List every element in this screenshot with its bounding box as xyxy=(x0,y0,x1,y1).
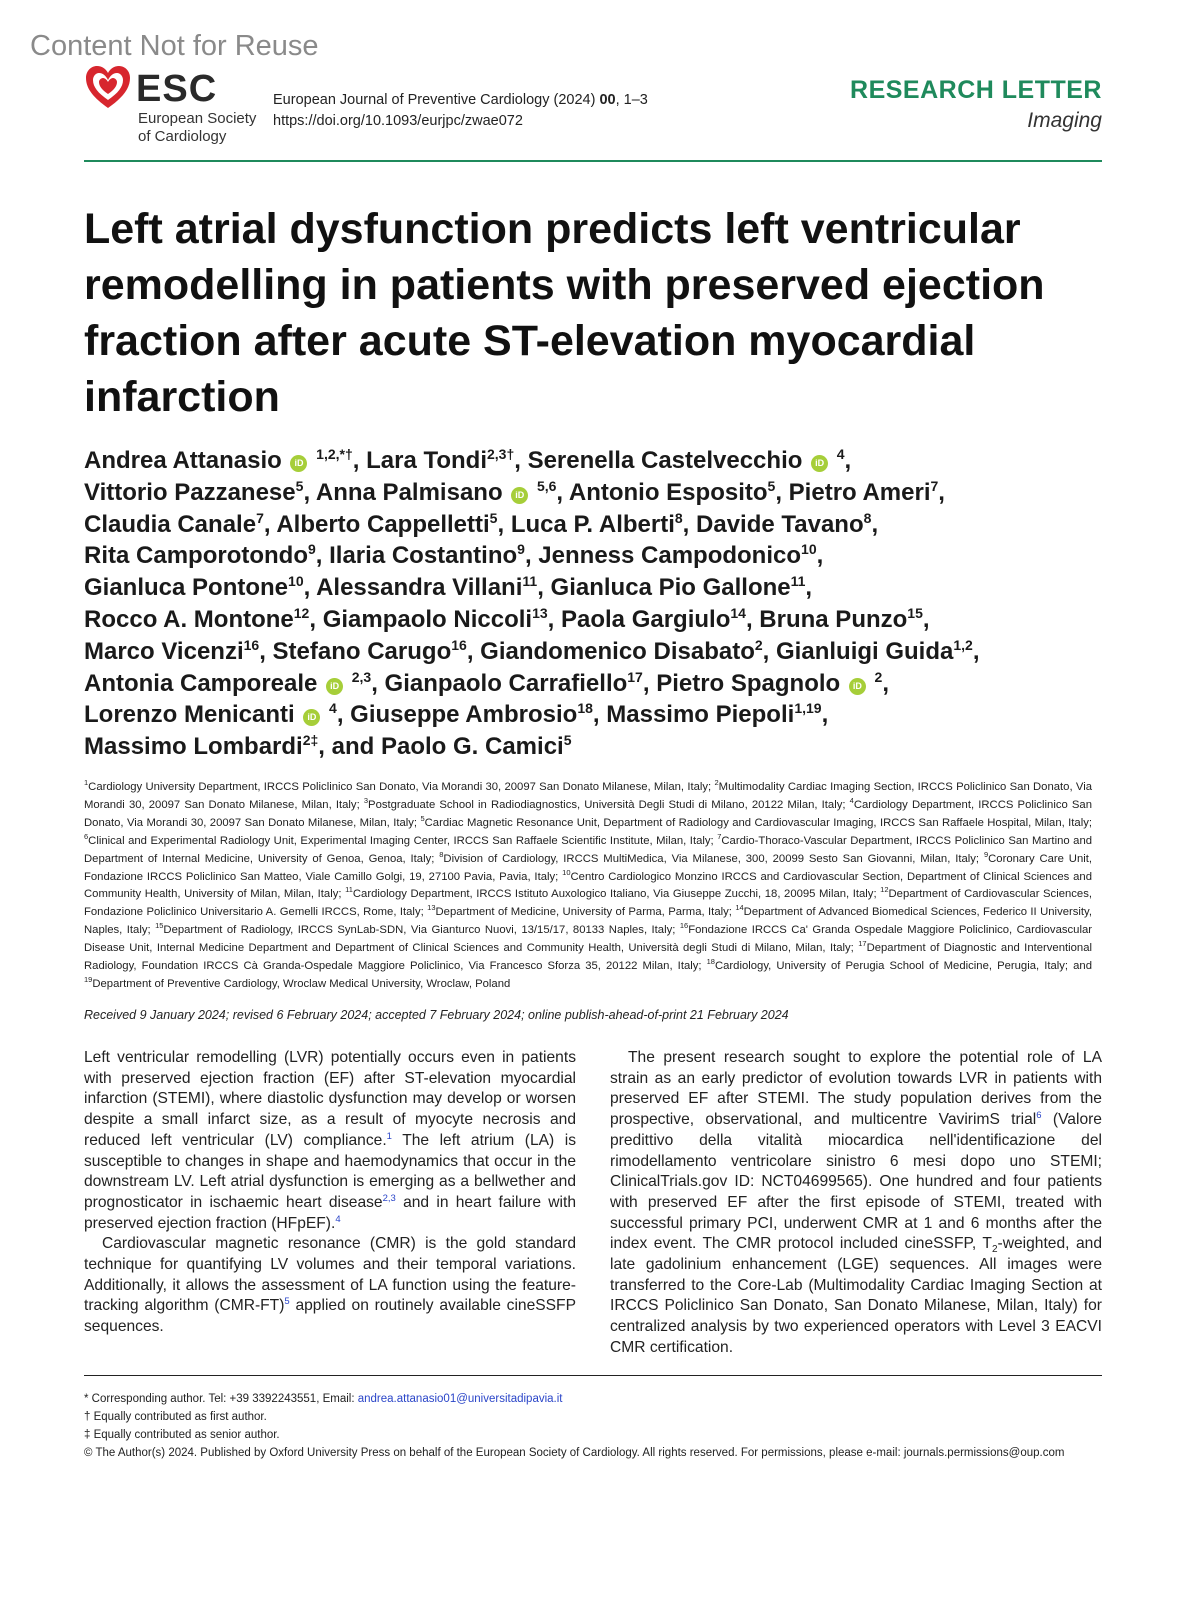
article-type-label: RESEARCH LETTER xyxy=(850,76,1102,104)
author-name: Gianluca Pio Gallone xyxy=(550,574,791,602)
author-affiliation-marker: 16 xyxy=(243,636,260,653)
author xyxy=(84,511,264,538)
text-run: (Valore predittivo della vitalità miocardica nell'identificazione del rimodellamento ventricolare sinistro 6 mesi dopo uno STEMI; ClinicalTrials.gov ID: NCT04699565). One hundred and four patients with preserved EF after the first episode of STEMI, treated with successful primary PCI, underwent CMR at 1 and 6 months after the index event. The CMR protocol included cineSSFP, T xyxy=(610,1111,1102,1253)
paragraph-3 xyxy=(610,1048,1102,1359)
author xyxy=(84,542,316,569)
author xyxy=(316,479,557,506)
author xyxy=(538,542,816,569)
journal-doi[interactable]: https://doi.org/10.1093/eurjpc/zwae072 xyxy=(273,113,523,129)
text-run: Cardiovascular magnetic resonance (CMR) is the gold standard technique for quantifying LV volumes and their temporal variations. Additionally, it allows the assessment of LA function using the feature-tracking algorithm (CMR-FT) xyxy=(84,1235,576,1315)
author xyxy=(276,511,497,538)
affiliation-number: 5 xyxy=(420,814,425,824)
reference-link[interactable]: 5 xyxy=(284,1296,290,1308)
text-run: Left ventricular remodelling (LVR) potentially occurs even in patients with preserved ejection fraction (EF) after ST-elevation myocardial infarction (STEMI), where diastolic dysfunction may develop or worsen despite a small infarct size, as a result of myocyte necrosis and reduced left ventricular (LV) compliance. xyxy=(84,1049,576,1149)
author-name: Stefano Carugo xyxy=(272,637,452,665)
author-name: Serenella Castelvecchio xyxy=(527,447,803,474)
paragraph-2 xyxy=(84,1234,576,1338)
author xyxy=(350,701,593,728)
author-affiliation-marker: 9 xyxy=(307,541,316,558)
affiliation-number: 16 xyxy=(679,921,689,931)
author xyxy=(84,447,353,474)
author xyxy=(84,701,337,728)
affiliation-text: Department of Radiology, IRCCS SynLab-SDN, Via Gianturco Nuovi, 13/15/17, 80133 Naples, Italy; xyxy=(163,924,676,937)
author-name: Alberto Cappelletti xyxy=(276,510,490,538)
author-affiliation-marker: 8 xyxy=(863,509,872,526)
author-affiliation-marker: 14 xyxy=(730,604,746,621)
author-affiliation-marker: 1,2 xyxy=(953,636,973,653)
journal-pages: , 1–3 xyxy=(615,92,648,108)
author xyxy=(480,638,763,665)
heart-logo-icon xyxy=(84,64,132,110)
author xyxy=(323,606,548,633)
author-affiliation-marker: 5 xyxy=(489,509,498,526)
text-run: The present research sought to explore the potential role of LA strain as an early predictor of evolution towards LVR in patients with preserved EF after STEMI. The study population derives from the prospective, observational, and multicentre VavirimS trial xyxy=(610,1049,1102,1129)
reference-link[interactable]: 6 xyxy=(1036,1109,1042,1121)
author-affiliation-marker: 1,2,*† xyxy=(316,446,353,462)
affiliation-number: 1 xyxy=(84,778,89,788)
author-affiliation-marker: 4 xyxy=(329,700,337,717)
affiliation-number: 18 xyxy=(706,957,715,967)
author-affiliation-marker: 1,19 xyxy=(794,700,822,717)
text-run: applied on routinely available cineSSFP sequences. xyxy=(84,1297,576,1336)
author-name: Pietro Spagnolo xyxy=(656,669,841,697)
author-affiliation-marker: 10 xyxy=(288,573,304,590)
header-divider xyxy=(84,160,1102,162)
author-affiliation-marker: 9 xyxy=(517,541,525,558)
paragraph-1 xyxy=(84,1048,576,1234)
affiliation-number: 17 xyxy=(858,939,867,949)
author xyxy=(511,511,683,538)
author-affiliation-marker: 17 xyxy=(627,668,643,685)
orcid-icon[interactable]: iD xyxy=(326,678,343,695)
affiliation-number: 10 xyxy=(562,867,571,877)
author-name: Giuseppe Ambrosio xyxy=(350,701,578,729)
author-affiliation-marker: 15 xyxy=(907,604,923,621)
subscript: 2 xyxy=(991,1244,998,1256)
journal-volume: 00 xyxy=(599,92,616,108)
author-affiliation-marker: 5 xyxy=(767,477,776,494)
author-affiliation-marker: 18 xyxy=(577,700,593,717)
affiliations xyxy=(84,779,1092,994)
author-affiliation-marker: 8 xyxy=(674,509,683,526)
author-name: Ilaria Costantino xyxy=(329,542,518,570)
author xyxy=(606,701,821,728)
author xyxy=(329,542,525,569)
orcid-icon[interactable]: iD xyxy=(811,455,828,472)
logo-acronym: ESC xyxy=(136,68,218,110)
affiliation-text: Department of Advanced Biomedical Sciences, Federico II University, Naples, Italy; xyxy=(84,906,1093,937)
affiliation-text: Cardiology, University of Perugia School of Medicine, Perugia, Italy; and xyxy=(714,960,1092,973)
affiliation-text: Department of Preventive Cardiology, Wroclaw Medical University, Wroclaw, Poland xyxy=(92,977,511,990)
affiliation-text: Coronary Care Unit, Fondazione IRCCS Policlinico San Matteo, Viale Camillo Golgi, 19, 27100 Pavia, Pavia, Italy; xyxy=(84,852,1093,883)
affiliation-text: Cardiology Department, IRCCS Policlinico San Donato, Via Morandi 30, 20097 San Donato Milanese, Milan, Italy; xyxy=(84,798,1092,829)
reference-link[interactable]: 1 xyxy=(386,1130,392,1142)
affiliation-number: 7 xyxy=(717,831,722,841)
author-name: Anna Palmisano xyxy=(315,478,503,506)
author-affiliation-marker: 7 xyxy=(930,477,939,494)
logo-line-1: European Society xyxy=(138,110,257,127)
author-name: Gianpaolo Carrafiello xyxy=(384,669,628,697)
author-name: Davide Tavano xyxy=(696,510,864,538)
author-affiliation-marker: 16 xyxy=(451,636,467,653)
body-column-left xyxy=(84,1048,576,1338)
author-name: Lorenzo Menicanti xyxy=(84,701,295,729)
author xyxy=(316,574,537,601)
orcid-icon[interactable]: iD xyxy=(849,678,866,695)
reference-link[interactable]: 2,3 xyxy=(382,1192,396,1204)
orcid-icon[interactable]: iD xyxy=(290,455,307,472)
author xyxy=(776,638,973,665)
affiliation-text: Multimodality Cardiac Imaging Section, IRCCS Policlinico San Donato, Via Morandi 30, 20097 San Donato Milanese, Milan, Italy; xyxy=(84,781,1092,811)
author xyxy=(759,606,923,633)
affiliation-text: Department of Medicine, University of Parma, Parma, Italy; xyxy=(435,906,732,919)
article-title: Left atrial dysfunction predicts left ventricular remodelling in patients with preserved ejection fraction after acute ST-elevation myocardial infarction xyxy=(84,205,1045,421)
affiliation-number: 6 xyxy=(84,831,89,841)
reference-link[interactable]: 4 xyxy=(335,1213,341,1225)
author xyxy=(366,447,514,474)
footnote-divider xyxy=(84,1375,1102,1376)
author-name: Marco Vicenzi xyxy=(84,637,244,665)
affiliation-text: Cardiology University Department, IRCCS Policlinico San Donato, Via Morandi 30, 20097 San Donato Milanese, Milan, Italy; xyxy=(88,781,712,793)
author xyxy=(551,574,806,601)
affiliation-number: 14 xyxy=(735,903,744,913)
author-affiliation-marker: 5 xyxy=(295,477,304,494)
author xyxy=(385,670,643,697)
article-section: Imaging xyxy=(1027,109,1102,132)
author-affiliation-marker: 2 xyxy=(874,668,883,685)
author-list: Andrea Attanasio iD $^{1,2,*\dagger}$, Lara Tondi$^{2,3\dagger}$, Serenella Castelvecchio iD $^4$, Vittorio Pazzanese$^5$, Anna Palmisano iD $^{5,6}$, Antonio Esposito$^5$, Pietro Ameri$^7$, Claudia Canale$^7$, Alberto Cappelletti$^5$, Luca P. Alberti$^8$, Davide Tavano$^8$, Rita Camporotondo$^9$, Ilaria Costantino$^9$, Jenness Campodonico$^{10}$, Gianluca Pontone$^{10}$, Alessandra Villani$^{11}$, Gianluca Pio Gallone$^{11}$, Rocco A. Montone$^{12}$, Giampaolo Niccoli$^{13}$, Paola Gargiulo$^{14}$, Bruna Punzo$^{15}$, Marco Vicenzi$^{16}$, Stefano Carugo$^{16}$, Giandomenico Disabato$^2$, Gianluigi Guida$^{1,2}$, Antonia Camporeale iD $^{2,3}$, Gianpaolo Carrafiello$^{17}$, Pietro Spagnolo iD $^2$, Lorenzo Menicanti iD $^4$, Giuseppe Ambrosio$^{18}$, Massimo Piepoli$^{1,19}$, Massimo Lombardi$^{2\ddagger}$, and Paolo G. Camici$^5$ xyxy=(84,446,980,761)
author xyxy=(789,479,939,506)
author-affiliation-marker: 5 xyxy=(563,732,572,749)
author xyxy=(84,638,259,665)
journal-citation xyxy=(273,90,648,111)
author-name: Antonio Esposito xyxy=(568,478,768,506)
affiliation-number: 13 xyxy=(427,903,436,913)
author-name: Vittorio Pazzanese xyxy=(84,478,296,506)
author-name: Gianluigi Guida xyxy=(776,637,954,665)
author xyxy=(84,733,318,760)
author xyxy=(528,447,845,474)
author-prefix: and xyxy=(331,733,381,761)
senior-author-note: ‡ Equally contributed as senior author. xyxy=(84,1429,280,1441)
corresponding-label: * Corresponding author. Tel: +39 3392243551, Email: xyxy=(84,1393,358,1405)
author-name: Massimo Piepoli xyxy=(606,701,795,729)
author-affiliation-marker: 12 xyxy=(293,604,310,621)
author-name: Pietro Ameri xyxy=(788,478,931,506)
affiliation-text: Centro Cardiologico Monzino IRCCS and Cardiovascular Section, Department of Clinical Sciences and Community Health, University of Milan, Milan, Italy; xyxy=(84,870,1092,901)
author xyxy=(84,574,304,601)
affiliation-text: Cardio-Thoraco-Vascular Department, IRCCS Policlinico San Martino and Department of Internal Medicine, University of Genoa, Genoa, Italy; xyxy=(84,834,1093,865)
affiliation-text: Department of Cardiovascular Sciences, Fondazione Policlinico Universitario A. Gemelli IRCCS, Rome, Italy; xyxy=(84,888,1093,919)
author-name: Antonia Camporeale xyxy=(84,669,318,697)
affiliation-text: Cardiac Magnetic Resonance Unit, Department of Radiology and Cardiovascular Imaging, IRCCS San Raffaele Hospital, Milan, Italy; xyxy=(424,816,1092,829)
author xyxy=(561,606,746,633)
author-name: Massimo Lombardi xyxy=(84,733,303,761)
orcid-icon[interactable]: iD xyxy=(511,487,528,504)
email-link[interactable]: andrea.attanasio01@universitadipavia.it xyxy=(357,1393,563,1405)
author-name: Rita Camporotondo xyxy=(84,542,308,570)
text-run: -weighted, and late gadolinium enhancement (LGE) sequences. All images were transferred to the Core-Lab (Multimodality Cardiac Imaging Section at IRCCS Policlinico San Donato, San Donato Milanese, Milan, Italy) for centralized analysis by two experienced operators with Level 3 EACVI CMR certification. xyxy=(610,1235,1102,1356)
author xyxy=(84,606,309,633)
corresponding-author xyxy=(84,1390,1104,1408)
affiliation-text: Postgraduate School in Radiodiagnostics, Università Degli Studi di Milano, 20122 Milan, Italy; xyxy=(368,798,846,811)
author-name: Andrea Attanasio xyxy=(84,447,282,474)
affiliation-number: 19 xyxy=(84,975,93,985)
author-affiliation-marker: 2,3 xyxy=(351,668,372,685)
affiliation-number: 15 xyxy=(155,921,164,931)
author-affiliation-marker: 7 xyxy=(256,509,264,526)
article-type-block xyxy=(850,76,1102,133)
author xyxy=(84,670,371,697)
author-affiliation-marker: 13 xyxy=(532,604,548,621)
logo-line-2: of Cardiology xyxy=(138,128,227,145)
author-affiliation-marker: 2‡ xyxy=(302,732,319,749)
affiliation-number: 8 xyxy=(439,849,444,859)
author-affiliation-marker: 11 xyxy=(522,573,538,590)
affiliation-number: 2 xyxy=(714,778,719,788)
author xyxy=(696,511,871,538)
author-affiliation-marker: 2,3† xyxy=(486,446,515,462)
author-affiliation-marker: 5,6 xyxy=(536,477,557,494)
affiliation-number: 11 xyxy=(345,885,353,895)
author-name: Alessandra Villani xyxy=(316,574,523,602)
text-run: and in heart failure with preserved ejection fraction (HFpEF). xyxy=(84,1193,577,1232)
author xyxy=(569,479,775,506)
author-name: Giandomenico Disabato xyxy=(480,637,755,665)
copyright-notice: © The Author(s) 2024. Published by Oxford University Press on behalf of the European Society of Cardiology. All rights reserved. For permissions, please e-mail: journals.permissions@oup.com xyxy=(84,1447,1065,1459)
author-affiliation-marker: 10 xyxy=(801,541,817,558)
author-name: Luca P. Alberti xyxy=(510,510,675,538)
footnotes xyxy=(84,1390,1104,1462)
author xyxy=(273,638,467,665)
first-author-note: † Equally contributed as first author. xyxy=(84,1411,267,1423)
logo-subtitle xyxy=(138,110,278,146)
affiliation-number: 9 xyxy=(983,849,989,859)
author-affiliation-marker: 11 xyxy=(790,573,806,590)
watermark: Content Not for Reuse xyxy=(30,30,319,62)
affiliation-text: Clinical and Experimental Radiology Unit, Experimental Imaging Center, IRCCS San Raffaele Scientific Institute, Milan, Italy; xyxy=(88,834,714,847)
author-name: Lara Tondi xyxy=(366,447,487,474)
journal-info xyxy=(273,90,648,132)
author-affiliation-marker: 4 xyxy=(836,446,845,462)
journal-name: European Journal of Preventive Cardiology (2024) xyxy=(273,92,596,108)
affiliation-text: Fondazione IRCCS Ca' Granda Ospedale Maggiore Policlinico, Cardiovascular Disease Unit, Internal Medicine Department and Department of Clinical Sciences and Community Health, Università degli Studi di Milano, Milan, Italy; xyxy=(84,924,1092,955)
author-name: Paolo G. Camici xyxy=(380,733,564,761)
author xyxy=(84,479,303,506)
author-name: Giampaolo Niccoli xyxy=(322,605,533,633)
article-dates: Received 9 January 2024; revised 6 February 2024; accepted 7 February 2024; online publish-ahead-of-print 21 February 2024 xyxy=(84,1008,789,1022)
affiliation-number: 4 xyxy=(849,796,854,806)
affiliation-text: Cardiology Department, IRCCS Istituto Auxologico Italiano, Via Giuseppe Zucchi, 18, 20095 Milan, Italy; xyxy=(352,888,877,901)
affiliation-number: 12 xyxy=(880,885,889,895)
affiliation-text: Division of Cardiology, IRCCS MultiMedica, Via Milanese, 300, 20099 Sesto San Giovanni, Milan, Italy; xyxy=(443,852,980,865)
author-affiliation-marker: 2 xyxy=(754,636,763,653)
author xyxy=(656,670,882,697)
author xyxy=(332,733,572,760)
author-name: Paola Gargiulo xyxy=(561,605,731,633)
affiliation-number: 3 xyxy=(363,796,369,806)
author-name: Bruna Punzo xyxy=(759,605,908,633)
author-name: Gianluca Pontone xyxy=(84,574,289,602)
orcid-icon[interactable]: iD xyxy=(303,709,320,726)
author-name: Claudia Canale xyxy=(84,510,257,538)
text-run: The left atrium (LA) is susceptible to changes in shape and haemodynamics that occur in the downstream LV. Left atrial dysfunction is emerging as a bellwether and prognosticator in ischaemic heart disease xyxy=(84,1131,576,1211)
body-column-right xyxy=(610,1048,1102,1359)
author-name: Rocco A. Montone xyxy=(84,605,294,633)
affiliation-text: Department of Diagnostic and Interventional Radiology, Foundation IRCCS Cà Granda-Ospedale Maggiore Policlinico, Via Francesco Sforza 35, 20122 Milan, Italy; xyxy=(84,942,1093,973)
author-name: Jenness Campodonico xyxy=(538,542,802,570)
